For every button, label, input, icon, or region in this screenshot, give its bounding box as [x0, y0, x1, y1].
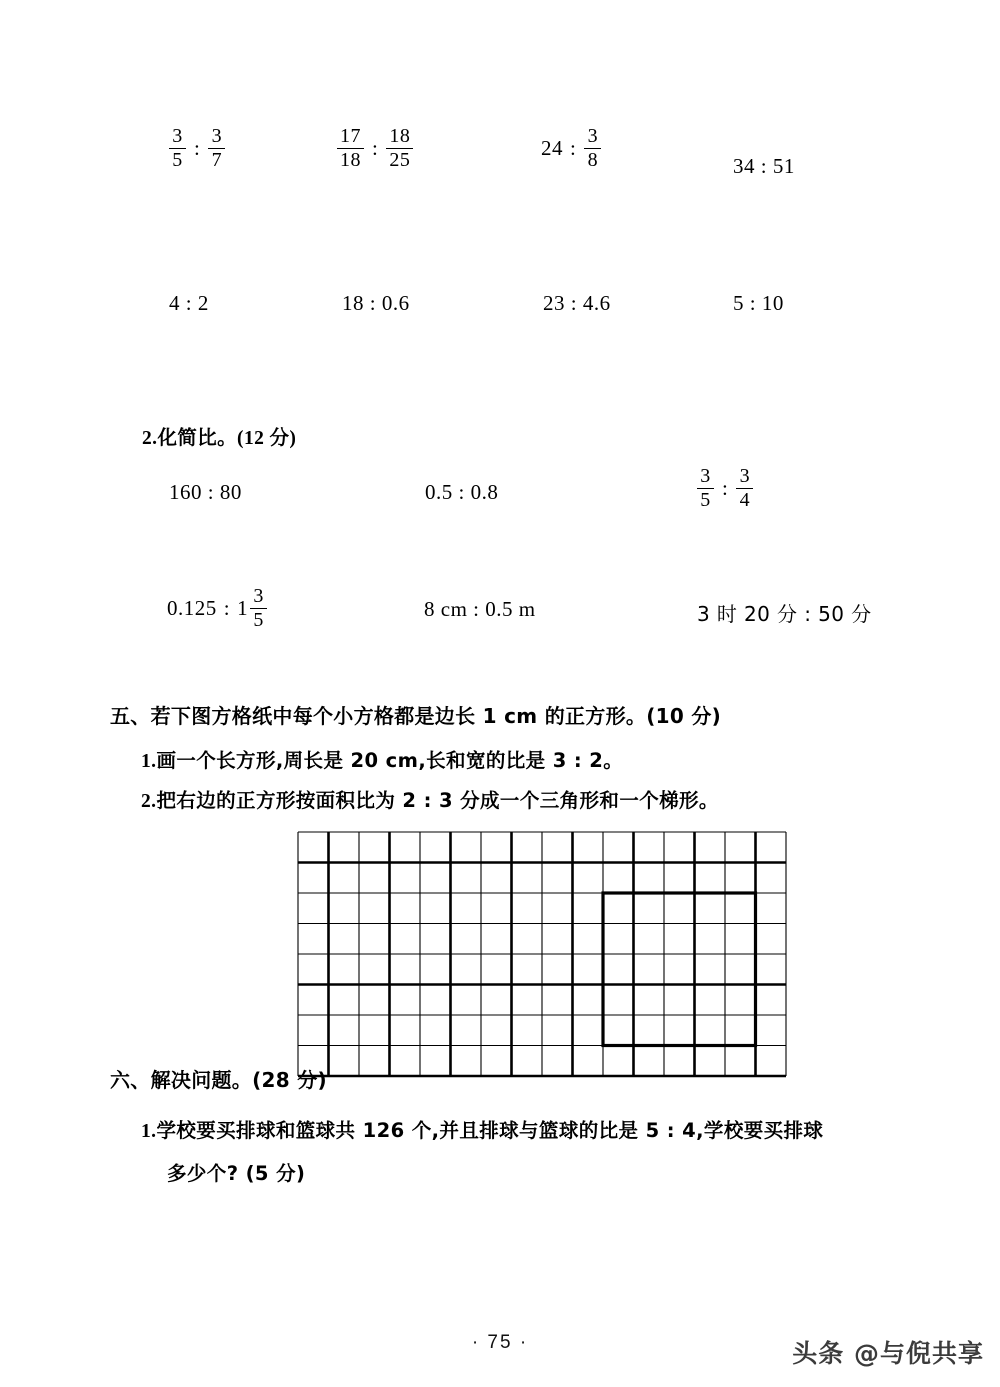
fraction-17-over-18 [337, 126, 364, 170]
ratio-colon: : [372, 135, 379, 160]
expression-160-to-80: 160 : 80 [169, 480, 242, 504]
expression-4-to-2: 4 : 2 [169, 291, 209, 315]
expression-24-to-3-8 [541, 126, 602, 170]
fraction-18-over-25 [386, 126, 413, 170]
fraction-numerator: 3 [211, 125, 223, 147]
item-text: 画一个长方形,周长是 20 cm,长和宽的比是 3 : 2。 [156, 749, 624, 772]
fraction-denominator: 18 [340, 148, 361, 171]
fraction-3-over-5 [250, 586, 267, 630]
ratio-colon: : [722, 475, 729, 500]
section-six-heading: 六、解决问题。(28 分) [110, 1068, 327, 1092]
section-five-item-2 [141, 785, 719, 813]
ratio-colon: : [223, 595, 231, 620]
fraction-denominator: 25 [389, 148, 411, 171]
grid-paper [295, 829, 789, 1079]
grid-lines [298, 832, 786, 1076]
ratio-colon: : [194, 135, 201, 160]
exercise-2-title: 化简比。 [157, 426, 238, 449]
item-text: 把右边的正方形按面积比为 2 : 3 分成一个三角形和一个梯形。 [156, 789, 719, 812]
fraction-numerator: 3 [172, 125, 183, 147]
grid-paper-svg [295, 829, 789, 1079]
fraction-denominator: 5 [172, 148, 183, 171]
fraction-denominator: 8 [587, 148, 599, 171]
watermark: 头条 @与倪共享 [792, 1339, 984, 1368]
fraction-3-over-7 [208, 126, 225, 170]
section-six-item-1-line-2: 多少个? (5 分) [167, 1162, 306, 1185]
expression-34-to-51: 34 : 51 [733, 154, 795, 178]
exercise-2-score: (12 分) [237, 428, 297, 449]
mixed-whole-part: 1 [237, 595, 249, 620]
section-five-item-1 [141, 745, 623, 773]
item-number: 2. [141, 791, 157, 812]
item-number: 1. [141, 1121, 157, 1142]
page-number: · 75 · [471, 1332, 529, 1353]
fraction-denominator: 5 [253, 608, 264, 631]
fraction-3-over-5 [697, 466, 714, 510]
expression-17-18-to-18-25 [336, 126, 414, 170]
expression-3-5-to-3-4 [696, 466, 754, 510]
fraction-denominator: 5 [700, 488, 711, 511]
section-six-item-1-line-1 [141, 1115, 823, 1143]
fraction-3-over-5 [169, 126, 186, 170]
exercise-2-heading [142, 422, 296, 450]
fraction-denominator: 4 [739, 488, 751, 511]
expression-23-to-4-6: 23 : 4.6 [543, 291, 611, 315]
fraction-denominator: 7 [211, 148, 223, 171]
fraction-numerator: 3 [253, 585, 264, 607]
decimal-term: 0.125 [167, 595, 217, 620]
fraction-numerator: 18 [389, 125, 411, 147]
fraction-numerator: 3 [700, 465, 711, 487]
expression-3h20min-to-50min: 3 时 20 分 : 50 分 [697, 602, 872, 626]
fraction-numerator: 17 [340, 125, 361, 147]
item-number: 1. [141, 751, 157, 772]
fraction-3-over-8 [584, 126, 601, 170]
fraction-3-over-4 [736, 466, 753, 510]
section-five-heading: 五、若下图方格纸中每个小方格都是边长 1 cm 的正方形。(10 分) [110, 704, 722, 728]
fraction-numerator: 3 [587, 125, 599, 147]
expression-18-to-0-6: 18 : 0.6 [342, 291, 410, 315]
mixed-number-1-and-3-over-5 [237, 586, 268, 630]
expression-0-125-to-mixed-1-3-5 [167, 586, 268, 630]
bold-square-outline [603, 893, 756, 1046]
item-text: 学校要买排球和篮球共 126 个,并且排球与篮球的比是 5 : 4,学校要买排球 [156, 1119, 824, 1142]
integer-term: 24 [541, 135, 563, 160]
expression-5-to-10: 5 : 10 [733, 291, 784, 315]
ratio-colon: : [570, 135, 577, 160]
expression-0-5-to-0-8: 0.5 : 0.8 [425, 480, 499, 504]
expression-8cm-to-0-5m: 8 cm : 0.5 m [424, 597, 536, 621]
fraction-numerator: 3 [739, 465, 751, 487]
exercise-2-number: 2. [142, 428, 158, 449]
expression-3-5-to-3-7 [168, 126, 226, 170]
